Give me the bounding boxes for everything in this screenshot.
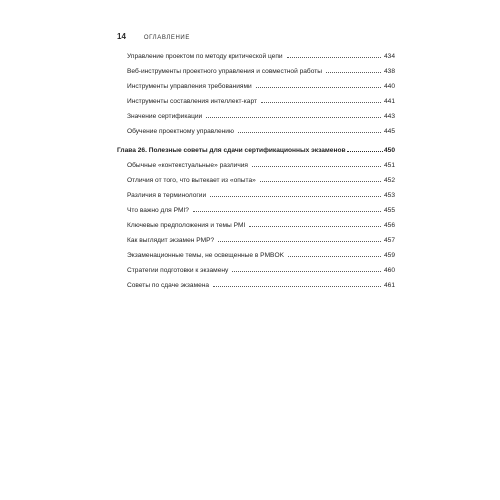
- toc-entry: [127, 177, 395, 185]
- toc-leader-dots: [256, 87, 381, 88]
- toc-entry-title: Различия в терминологии: [127, 192, 207, 199]
- toc-entry: [127, 53, 395, 61]
- toc-entry: [127, 267, 395, 275]
- toc-entry: [127, 282, 395, 290]
- toc-entry-page: 451: [383, 162, 395, 169]
- toc-entry: [127, 222, 395, 230]
- toc-entry-page: 434: [383, 53, 395, 60]
- toc-entry-page: 460: [383, 267, 395, 274]
- toc-entry-title: Значение сертификации: [127, 113, 203, 120]
- toc-entry-title: Ключевые предположения и темы PMI: [127, 222, 246, 229]
- toc-entry-page: 459: [383, 252, 395, 259]
- toc-entry-title: Инструменты составления интеллект-карт: [127, 98, 257, 105]
- toc-entry-page: 452: [383, 177, 395, 184]
- toc-chapter-title: Глава 26. Полезные советы для сдачи сертификационных экзаменов: [117, 147, 346, 154]
- toc-entry-page: 456: [383, 222, 395, 229]
- toc-entry-title: Инструменты управления требованиями: [127, 83, 252, 90]
- toc-entry: [127, 113, 395, 121]
- toc-entry-page: 461: [383, 282, 395, 289]
- toc-leader-dots: [287, 57, 381, 58]
- toc-leader-dots: [238, 132, 381, 133]
- toc-entry: [127, 128, 395, 136]
- toc-leader-dots: [261, 102, 381, 103]
- toc-entry-page: 455: [383, 207, 395, 214]
- toc-chapter-heading: [117, 147, 395, 155]
- toc-entry-page: 445: [383, 128, 395, 135]
- toc-leader-dots: [347, 151, 383, 152]
- toc-leader-dots: [193, 211, 381, 212]
- toc-entry: [127, 68, 395, 76]
- toc-entry: [127, 207, 395, 215]
- toc-entry-title: Управление проектом по методу критической цепи: [127, 53, 283, 60]
- toc-entry-page: 443: [383, 113, 395, 120]
- page-number: 14: [117, 32, 126, 41]
- toc-entry-title: Отличия от того, что вытекает из «опыта»: [127, 177, 256, 184]
- toc-chapter-page: 450: [383, 147, 395, 154]
- toc-entry-page: 453: [383, 192, 395, 199]
- toc-leader-dots: [249, 226, 381, 227]
- toc-leader-dots: [210, 196, 381, 197]
- running-head: ОГЛАВЛЕНИЕ: [143, 35, 190, 41]
- toc-entry: [127, 98, 395, 106]
- toc-leader-dots: [232, 271, 381, 272]
- toc-entry-title: Что важно для PMI?: [127, 207, 189, 214]
- toc-entry-page: 457: [383, 237, 395, 244]
- toc-leader-dots: [288, 256, 381, 257]
- toc-entry-title: Советы по сдаче экзамена: [127, 282, 210, 289]
- toc-leader-dots: [326, 72, 381, 73]
- toc-entry-page: 440: [383, 83, 395, 90]
- toc-leader-dots: [252, 166, 381, 167]
- toc-entry-title: Как выглядит экзамен PMP?: [127, 237, 215, 244]
- toc-entry-title: Обучение проектному управлению: [127, 128, 234, 135]
- toc-entry-page: 438: [383, 68, 395, 75]
- toc-entry-title: Стратегии подготовки к экзамену: [127, 267, 229, 274]
- toc-entry: [127, 162, 395, 170]
- toc-entry-title: Экзаменационные темы, не освещенные в PMBOK: [127, 252, 284, 259]
- toc-leader-dots: [260, 181, 381, 182]
- toc-entry-title: Веб-инструменты проектного управления и совместной работы: [127, 68, 322, 75]
- toc-leader-dots: [218, 241, 381, 242]
- page-header: [117, 32, 190, 41]
- toc-entry: [127, 237, 395, 245]
- toc-entry-title: Обычные «контекстуальные» различия: [127, 162, 249, 169]
- toc-leader-dots: [206, 117, 381, 118]
- toc-entry: [127, 83, 395, 91]
- toc-entry: [127, 252, 395, 260]
- toc-entry-page: 441: [383, 98, 395, 105]
- toc-entry: [127, 192, 395, 200]
- toc-leader-dots: [213, 286, 381, 287]
